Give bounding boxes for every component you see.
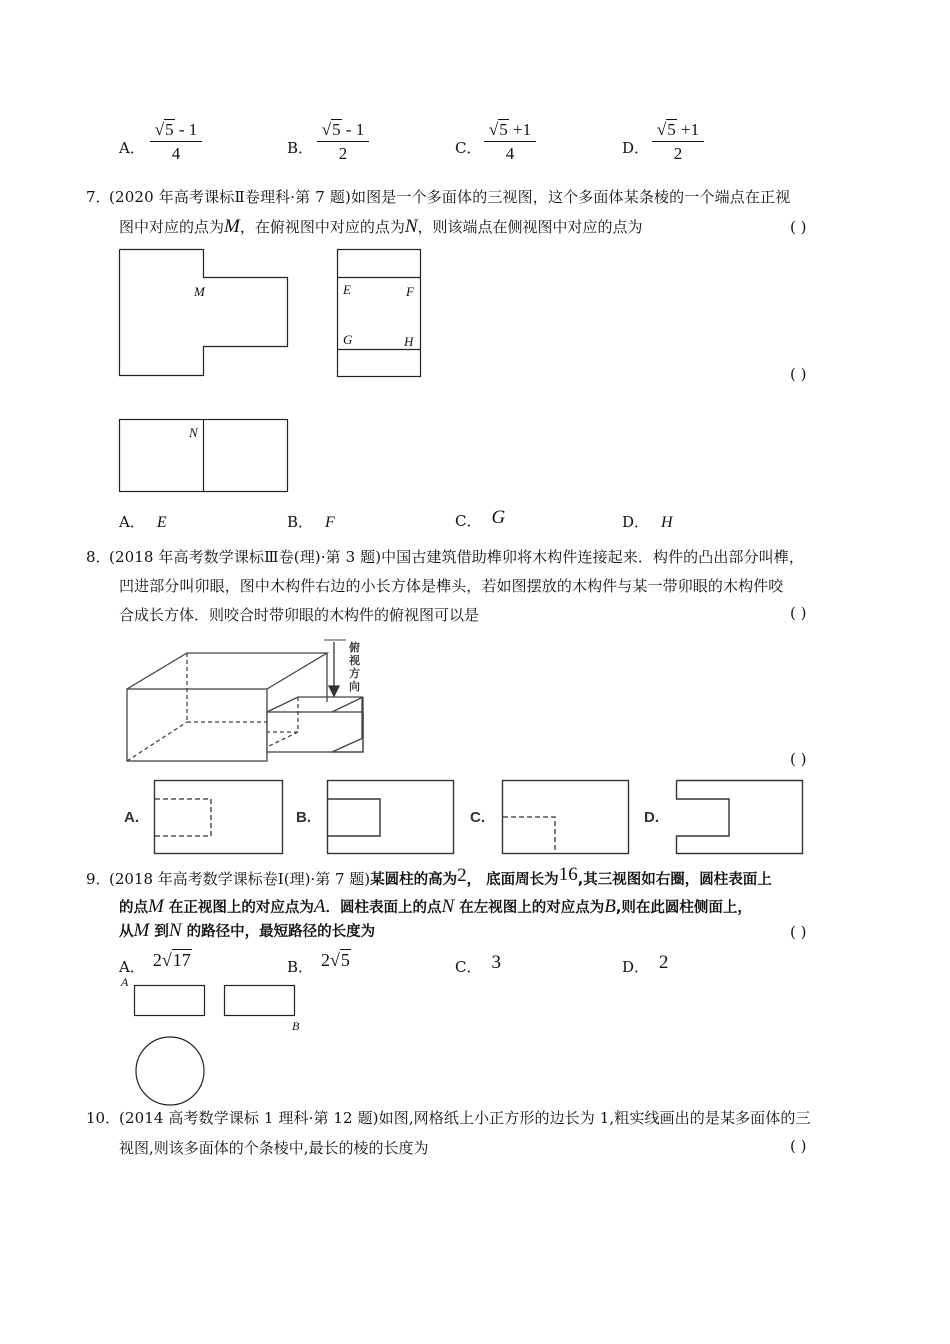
q9-option-b: B． 2√5 — [287, 950, 350, 976]
q7-option-d: D． H — [622, 513, 673, 531]
q8-option-a-figure — [154, 780, 284, 856]
q7-label-g: G — [343, 332, 353, 347]
q8-option-b-letter: B. — [296, 809, 311, 826]
q9-text-line3: 从M 到N 的路径中，最短路径的长度为 — [119, 920, 376, 941]
q9-text-line1: (2018 年高考数学课标卷Ⅰ(理)·第 7 题)某圆柱的高为2， 底面周长为16,其三视图如右圈，圆柱表面上 — [109, 864, 772, 888]
q6-option-a-letter: A． — [119, 139, 145, 157]
q10-text-line1: (2014 高考数学课标 1 理科·第 12 题)如图,网格纸上小正方形的边长为 1,粗实线画出的是某多面体的三 — [119, 1109, 811, 1127]
q9-side-view — [225, 986, 295, 1016]
q9-answer-bracket: ( ) — [790, 923, 807, 941]
q8-text-line3: 合成长方体．则咬合时带卯眼的木构件的俯视图可以是 — [119, 606, 480, 624]
q7-top-view — [119, 419, 289, 493]
q9-label-a: A — [121, 975, 129, 989]
q9-option-a: A． 2√17 — [119, 950, 191, 976]
q8-tenon-top-edge — [332, 697, 363, 712]
q6-option-d-value: $\frac{√5 +1}{2}$ — [652, 120, 704, 164]
q9-option-c: C． 3 — [455, 952, 501, 976]
q9-label-b: B — [292, 1019, 300, 1033]
q8-option-c-letter: C. — [470, 809, 485, 826]
q9-text-line2: 的点M 在正视图上的对应点为A．圆柱表面上的点N 在左视图上的对应点为B,则在此圆柱侧面上， — [119, 896, 752, 917]
q7-text-line2: 图中对应的点为M，在俯视图中对应的点为N，则该端点在侧视图中对应的点为 — [119, 216, 643, 237]
q7-side-view — [337, 249, 423, 379]
q7-option-b: B． F — [287, 513, 335, 531]
q6-option-c-letter: C． — [455, 139, 482, 157]
q9-number: 9． — [86, 870, 111, 888]
q7-answer-bracket-2: ( ) — [790, 365, 807, 383]
q7-front-view-outline — [120, 250, 288, 376]
q8-view-direction-arrow-head — [329, 686, 339, 696]
q7-option-a: A． E — [119, 513, 167, 531]
q10-text-line2: 视图,则该多面体的个条棱中,最长的棱的长度为 — [119, 1139, 429, 1157]
q8-option-d-figure — [676, 780, 804, 856]
q8-big-box-front — [127, 689, 267, 761]
q7-label-f: F — [406, 284, 414, 299]
q6-option-d-letter: D． — [622, 139, 650, 157]
q10-number: 10． — [86, 1109, 121, 1127]
q7-number: 7． — [86, 188, 111, 206]
q7-front-view — [119, 249, 289, 377]
q8-option-d-letter: D. — [644, 809, 659, 826]
q9-front-view — [135, 986, 205, 1016]
q8-answer-bracket: ( ) — [790, 604, 807, 622]
q7-label-n: N — [189, 425, 198, 440]
q6-option-b-letter: B． — [287, 139, 314, 157]
q8-wood-piece-figure — [124, 640, 364, 765]
q6-option-b-value: $\frac{√5 - 1}{2}$ — [317, 120, 369, 164]
q8-text-line2: 凹进部分叫卯眼，图中木构件右边的小长方体是榫头，若如图摆放的木构件与某一带卯眼的木构件咬 — [119, 577, 784, 595]
q7-answer-bracket: ( ) — [790, 218, 807, 236]
q9-top-view — [136, 1037, 204, 1105]
q7-side-view-outline — [338, 250, 421, 377]
q9-option-d: D． 2 — [622, 952, 669, 976]
q7-option-c: C． G — [455, 507, 506, 530]
q8-text-line1: (2018 年高考数学课标Ⅲ卷(理)·第 3 题)中国古建筑借助榫卯将木构件连接起来．构件的凸出部分叫榫， — [109, 548, 804, 566]
q8-hidden-edge-diagonal — [127, 722, 187, 761]
q8-view-direction-label: 俯 视 方 向 — [349, 641, 360, 693]
q8-big-box-top — [127, 653, 327, 689]
q8-option-c-figure — [502, 780, 630, 856]
q8-answer-bracket-2: ( ) — [790, 750, 807, 768]
q10-answer-bracket: ( ) — [790, 1137, 807, 1155]
q7-label-e: E — [343, 282, 351, 297]
q8-option-b-figure — [327, 780, 455, 856]
q8-option-a-letter: A. — [124, 809, 139, 826]
q7-label-m: M — [194, 284, 205, 299]
q6-option-a-value: $\frac{√5 - 1}{4}$ — [150, 120, 202, 164]
q8-number: 8． — [86, 548, 111, 566]
q7-text-line1: (2020 年高考课标Ⅱ卷理科·第 7 题)如图是一个多面体的三视图，这个多面体某条棱的一个端点在正视 — [109, 188, 791, 206]
q7-label-h: H — [404, 334, 414, 349]
q6-option-c-value: $\frac{√5 +1}{4}$ — [484, 120, 536, 164]
q9-three-views — [134, 985, 296, 1107]
